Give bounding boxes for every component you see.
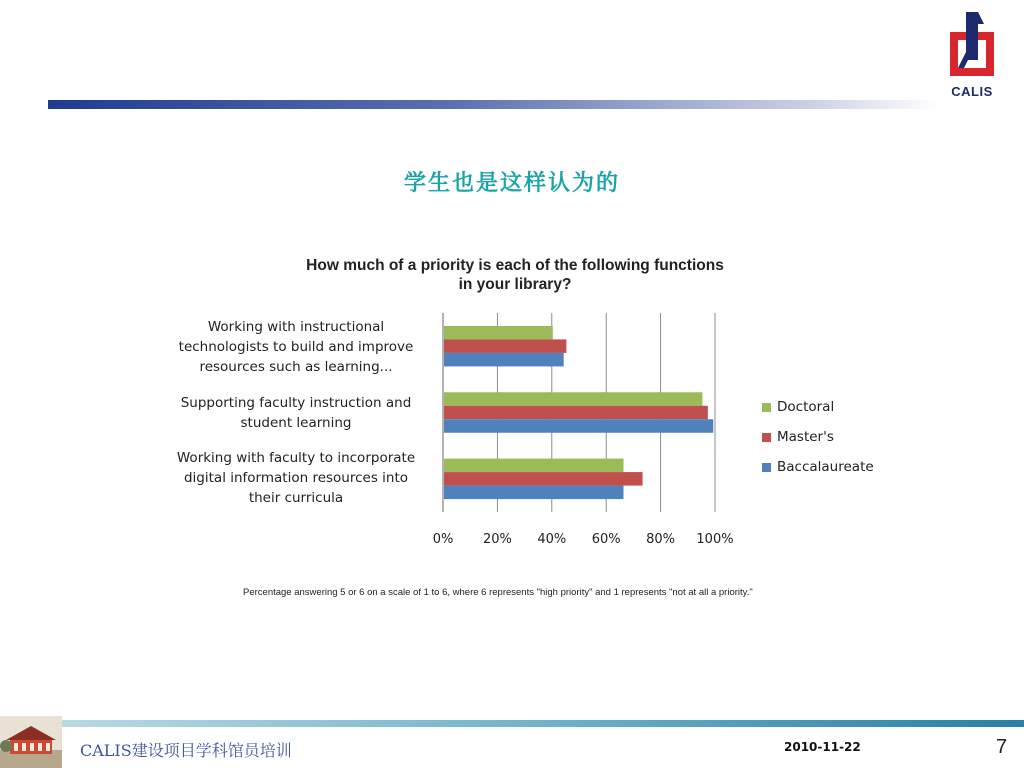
legend-label-masters: Master's <box>777 429 834 445</box>
category-label-1-line-2: technologists to build and improve <box>178 339 414 355</box>
legend-item-doctoral <box>762 392 874 422</box>
bar-master-s-3 <box>444 472 643 486</box>
category-label-3-line-1: Working with faculty to incorporate <box>176 450 416 466</box>
legend-item-baccalaureate <box>762 452 874 482</box>
chart-footnote: Percentage answering 5 or 6 on a scale of 1 to 6, where 6 represents "high priority" and 1 represents "not at all a priority." <box>243 587 753 598</box>
bar-doctoral-2 <box>444 392 702 406</box>
legend-label-doctoral: Doctoral <box>777 399 835 415</box>
bar-baccalaureate-1 <box>444 353 564 367</box>
x-tick-label: 20% <box>482 532 512 547</box>
footer-date: 2010-11-22 <box>784 740 861 754</box>
x-tick-label: 100% <box>696 532 734 547</box>
footer-text: CALIS建设项目学科馆员培训 <box>80 741 292 760</box>
footer-gradient-bar <box>60 720 1024 727</box>
page-number: 7 <box>996 736 1008 758</box>
category-label-3-line-2: digital information resources into <box>183 470 409 486</box>
bar-master-s-1 <box>444 339 566 353</box>
logo-text: CALIS <box>951 84 993 99</box>
category-label-3-line-3: their curricula <box>248 490 344 506</box>
legend-swatch-doctoral <box>762 403 771 412</box>
category-label-1-line-1: Working with instructional <box>207 319 385 335</box>
legend-swatch-baccalaureate <box>762 463 771 472</box>
building-icon <box>0 716 62 768</box>
footer-building-image <box>0 716 62 768</box>
chart-title-line-2: in your library? <box>458 276 572 293</box>
x-tick-label: 40% <box>537 532 567 547</box>
bar-doctoral-1 <box>444 326 553 340</box>
legend-item-masters <box>762 422 874 452</box>
chart-title-line-1: How much of a priority is each of the following functions <box>306 257 724 274</box>
x-tick-label: 0% <box>432 532 454 547</box>
category-label-2-line-2: student learning <box>240 415 352 431</box>
slide-title: 学生也是这样认为的 <box>403 170 620 196</box>
bar-doctoral-3 <box>444 459 624 473</box>
x-tick-label: 80% <box>646 532 676 547</box>
bar-baccalaureate-3 <box>444 486 624 500</box>
legend-label-baccalaureate: Baccalaureate <box>777 459 874 475</box>
bar-baccalaureate-2 <box>444 419 713 433</box>
legend <box>762 392 874 482</box>
category-label-2-line-1: Supporting faculty instruction and <box>180 395 412 411</box>
category-label-1-line-3: resources such as learning... <box>199 359 393 375</box>
bar-master-s-2 <box>444 406 708 420</box>
x-tick-label: 60% <box>591 532 621 547</box>
legend-swatch-masters <box>762 433 771 442</box>
